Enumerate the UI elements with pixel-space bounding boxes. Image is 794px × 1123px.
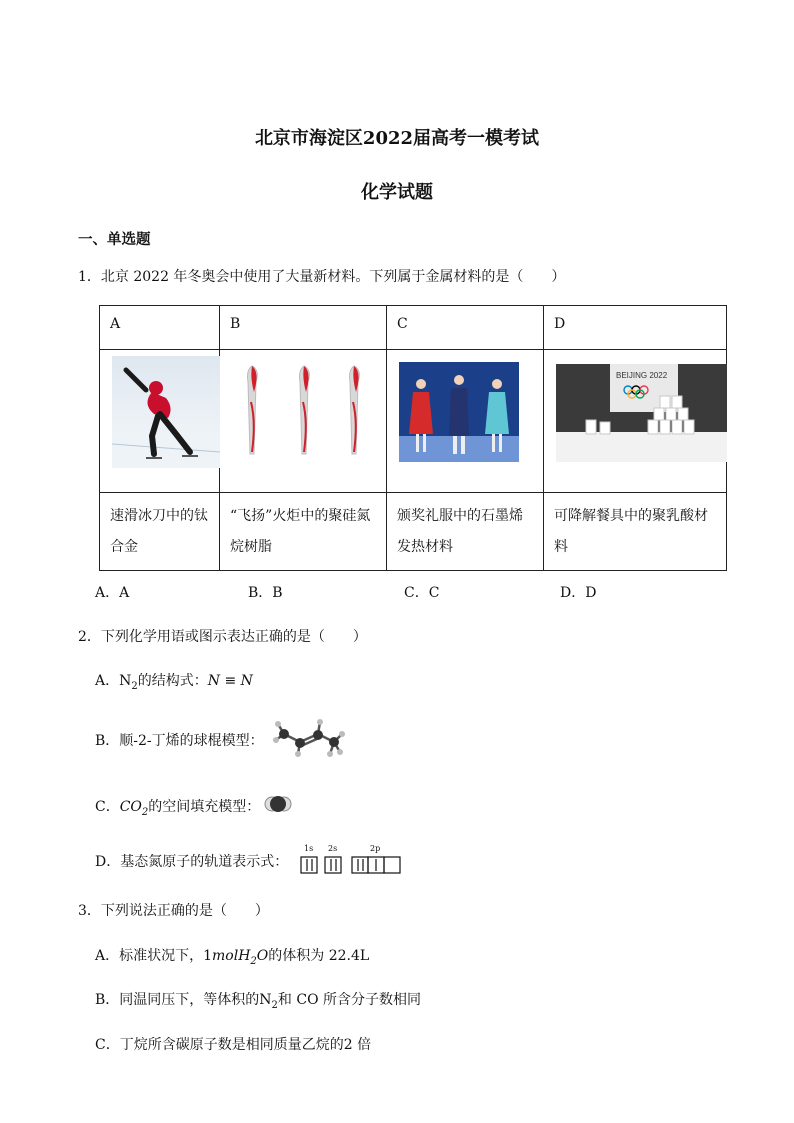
doc-title: 北京市海淀区2022届高考一模考试 xyxy=(254,128,540,149)
header-c: C xyxy=(387,306,544,350)
caption-b: “飞扬”火炬中的聚硅氮 烷树脂 xyxy=(220,493,387,571)
caption-a: 速滑冰刀中的钛 合金 xyxy=(100,493,220,571)
q1-answer-a[interactable]: A．A xyxy=(95,585,130,601)
header-a: A xyxy=(100,306,220,350)
orbital-label-1s: 1s xyxy=(304,844,314,853)
image-cell-c xyxy=(387,350,544,493)
section-heading: 一、单选题 xyxy=(78,231,151,248)
award-dresses-photo xyxy=(399,362,519,462)
q2-option-b[interactable]: B．顺-2-丁烯的球棍模型： xyxy=(95,733,264,749)
banner-text: BEIJING 2022 xyxy=(616,371,668,380)
q3-stem: 3．下列说法正确的是（ ） xyxy=(78,903,269,919)
torch-photo xyxy=(234,362,374,462)
q3-option-b[interactable]: B．同温同压下，等体积的$N_2$和 CO 所含分子数相同 xyxy=(95,992,422,1011)
space-filling-model-icon xyxy=(264,792,292,816)
q1-table xyxy=(99,305,727,571)
image-cell-a xyxy=(100,350,220,493)
q1-answer-c[interactable]: C．C xyxy=(404,585,440,601)
q3-option-a[interactable]: A．标准状况下，1molH$_2$O的体积为 22.4L xyxy=(95,948,370,967)
caption-d: 可降解餐具中的聚乳酸材 料 xyxy=(544,493,727,571)
q1-stem: 1．北京 2022 年冬奥会中使用了大量新材料。下列属于金属材料的是（ ） xyxy=(78,269,566,285)
q1-answer-b[interactable]: B．B xyxy=(248,585,283,601)
image-cell-d xyxy=(544,350,727,493)
torch-3 xyxy=(350,366,360,454)
caption-c: 颁奖礼服中的石墨烯 发热材料 xyxy=(387,493,544,571)
doc-subtitle: 化学试题 xyxy=(361,182,433,203)
ball-stick-model-icon xyxy=(270,712,348,762)
q2-stem: 2．下列化学用语或图示表达正确的是（ ） xyxy=(78,629,367,645)
q3-option-c[interactable]: C．丁烷所含碳原子数是相同质量乙烷的2 倍 xyxy=(95,1037,372,1053)
q1-answer-d[interactable]: D．D xyxy=(560,585,597,601)
q2-option-c[interactable]: C．$CO_2$的空间填充模型： xyxy=(95,799,261,818)
q2-option-d[interactable]: D．基态氮原子的轨道表示式： xyxy=(95,854,289,870)
tableware-photo xyxy=(556,364,727,462)
orbital-label-2s: 2s xyxy=(328,844,338,853)
orbital-diagram-icon xyxy=(298,843,404,877)
orbital-label-2p: 2p xyxy=(370,844,381,853)
header-d: D xyxy=(544,306,727,350)
q2-option-a[interactable]: A．$N_2$的结构式：N ≡ N xyxy=(95,673,253,692)
image-cell-b xyxy=(220,350,387,493)
torch-1 xyxy=(248,366,258,454)
speed-skater-photo xyxy=(112,356,220,468)
torch-2 xyxy=(300,366,310,454)
header-b: B xyxy=(220,306,387,350)
